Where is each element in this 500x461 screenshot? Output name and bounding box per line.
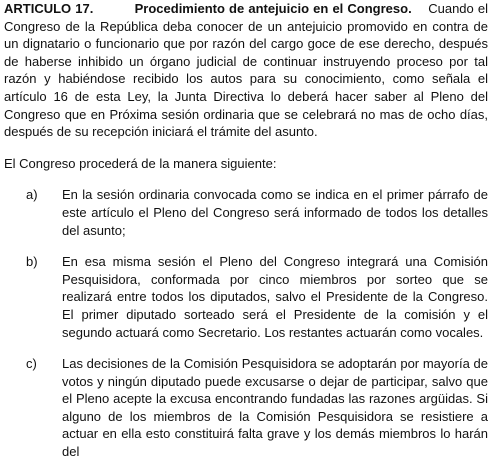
article-heading: Procedimiento de antejuicio en el Congreso.	[134, 1, 412, 16]
article-body: Cuando el Congreso de la República deba conocer de un antejuicio promovido en contra de un dignatario o funcionario que por razón del cargo goce de ese derecho, después de haberse inhibido un órgano judicial de continuar instruyendo proceso por tal razón y habiéndose recibido los autos para su conocimiento, como señala el artículo 16 de esta Ley, la Junta Directiva lo deberá hacer saber al Pleno del Congreso que en Próxima sesión ordinaria que se celebrará no mas de ocho días, después de su recepción iniciará el trámite del asunto.	[4, 1, 489, 140]
list-text-b: En esa misma sesión el Pleno del Congreso integrará una Comisión Pesquisidora, conformada por cinco miembros por sorteo que se realizará entre todos los diputados, salvo el Presidente de la Congreso. El primer diputado sorteado será el Presidente de la comisión y el segundo actuará como Secretario. Los restantes actuarán como vocales.	[62, 254, 488, 340]
article-17-paragraph	[4, 0, 488, 141]
list-item-b	[4, 253, 488, 341]
list-item-c	[4, 355, 488, 461]
list-text-a: En la sesión ordinaria convocada como se indica en el primer párrafo de este artículo el Pleno del Congreso será informado de todos los detalles del asunto;	[62, 187, 488, 238]
list-text-c: Las decisiones de la Comisión Pesquisidora se adoptarán por mayoría de votos y ningún diputado puede excusarse o dejar de participar, salvo que el Pleno acepte la excusa encontrando fundadas las razones argüidas. Si alguno de los miembros de la Comisión Pesquisidora se resistiere a actuar en ella esto constituirá falta grave y los demás miembros lo harán del	[62, 356, 488, 460]
list-marker-b: b)	[26, 254, 38, 270]
intro-paragraph: El Congreso procederá de la manera siguiente:	[4, 155, 277, 171]
document-page	[4, 0, 488, 461]
list-item-a	[4, 186, 488, 239]
list-marker-c: c)	[26, 356, 37, 372]
article-number: ARTICULO 17.	[4, 1, 94, 16]
list-marker-a: a)	[26, 187, 38, 203]
